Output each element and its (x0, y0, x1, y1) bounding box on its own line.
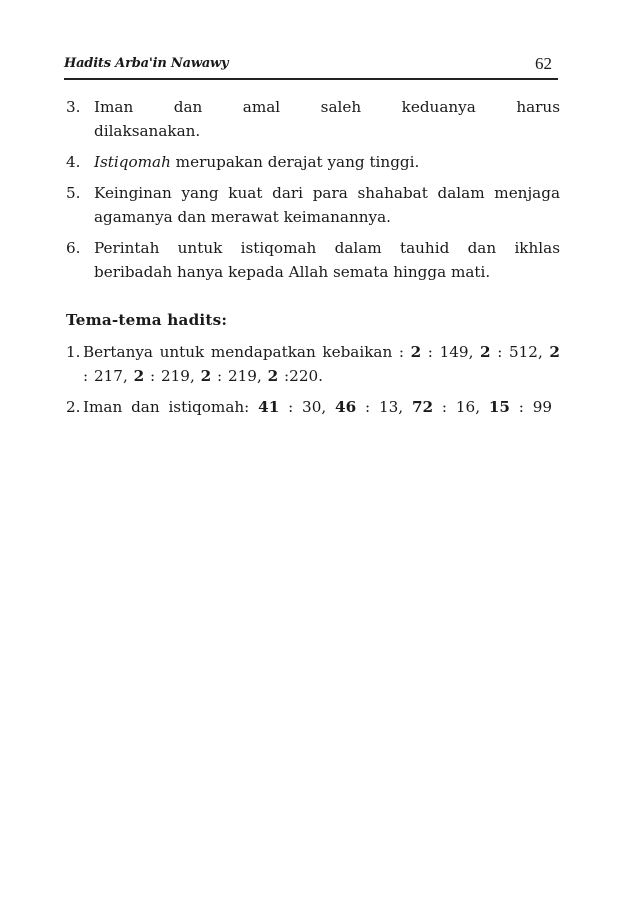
ref-separator: : (433, 398, 456, 416)
istiqomah-term: Istiqomah (94, 153, 171, 171)
surah-number: 2 (480, 343, 491, 361)
surah-number: 2 (267, 367, 279, 385)
ayah-number: 219 (227, 367, 257, 385)
list-item (66, 150, 560, 174)
surah-number: 2 (133, 367, 145, 385)
theme-entry-number: 2. (66, 398, 81, 416)
theme-entry-text (83, 395, 560, 419)
surah-number: 15 (488, 398, 510, 416)
ayah-number: 16 (455, 398, 476, 416)
ref-separator: : (356, 398, 379, 416)
ref-delimiter: , (189, 367, 201, 385)
ref-separator: : (144, 367, 161, 385)
ayah-number: 217 (93, 367, 123, 385)
page-header (64, 52, 558, 80)
surah-number: 72 (411, 398, 434, 416)
ayah-number: 512 (508, 343, 538, 361)
theme-entry-number: 1. (66, 343, 81, 361)
ref-separator: : (490, 343, 509, 361)
list-item-text: Keinginan yang kuat dari para shahabat dalam menjaga agamanya dan merawat keimanannya. (94, 184, 560, 226)
list-item-text-rest: merupakan derajat yang tinggi. (170, 153, 420, 171)
theme-entry (66, 395, 560, 419)
ayah-number: 219 (160, 367, 190, 385)
ref-delimiter: , (256, 367, 268, 385)
ayah-number: 30 (302, 398, 322, 416)
ref-separator: : (509, 398, 533, 416)
theme-entry (66, 340, 560, 388)
list-item-number: 6. (66, 239, 81, 257)
theme-entry-intro: Iman dan istiqomah: (83, 398, 259, 416)
list-item-number: 3. (66, 98, 81, 116)
surah-number: 41 (258, 398, 280, 416)
theme-entry-intro: Bertanya untuk mendapatkan kebaikan : (83, 343, 411, 361)
ref-separator: : (279, 398, 303, 416)
ayah-number: 149 (439, 343, 469, 361)
surah-number: 2 (200, 367, 212, 385)
ref-separator: : (421, 343, 440, 361)
surah-number: 2 (549, 343, 560, 361)
surah-number: 46 (335, 398, 357, 416)
ayah-number: 220 (289, 367, 319, 385)
ayah-number: 99 (532, 398, 553, 416)
list-item (66, 181, 560, 229)
ref-delimiter: , (122, 367, 134, 385)
ref-delimiter: , (468, 343, 481, 361)
list-item-text: Perintah untuk istiqomah dalam tauhid dan ikhlas beribadah hanya kepada Allah semata hingga mati. (94, 239, 560, 281)
ref-separator: : (83, 367, 94, 385)
ref-delimiter: , (537, 343, 550, 361)
list-item-text (94, 150, 560, 174)
running-title: Hadits Arba'in Nawawy (64, 56, 229, 71)
page-number: 62 (535, 54, 552, 73)
ref-delimiter: , (475, 398, 489, 416)
list-item-number: 5. (66, 184, 81, 202)
themes-heading: Tema-tema hadits: (66, 311, 228, 329)
theme-entry-text (83, 340, 560, 388)
page-body (66, 95, 560, 426)
list-item-text: Iman dan amal saleh keduanya harus dilaksanakan. (94, 98, 560, 140)
ref-separator: : (278, 367, 290, 385)
surah-number: 2 (410, 343, 422, 361)
list-item (66, 95, 560, 143)
list-item (66, 236, 560, 284)
ref-delimiter: , (398, 398, 412, 416)
ref-delimiter: , (321, 398, 336, 416)
ref-delimiter: . (318, 367, 323, 385)
ref-separator: : (211, 367, 228, 385)
list-item-number: 4. (66, 153, 81, 171)
ayah-number: 13 (378, 398, 399, 416)
